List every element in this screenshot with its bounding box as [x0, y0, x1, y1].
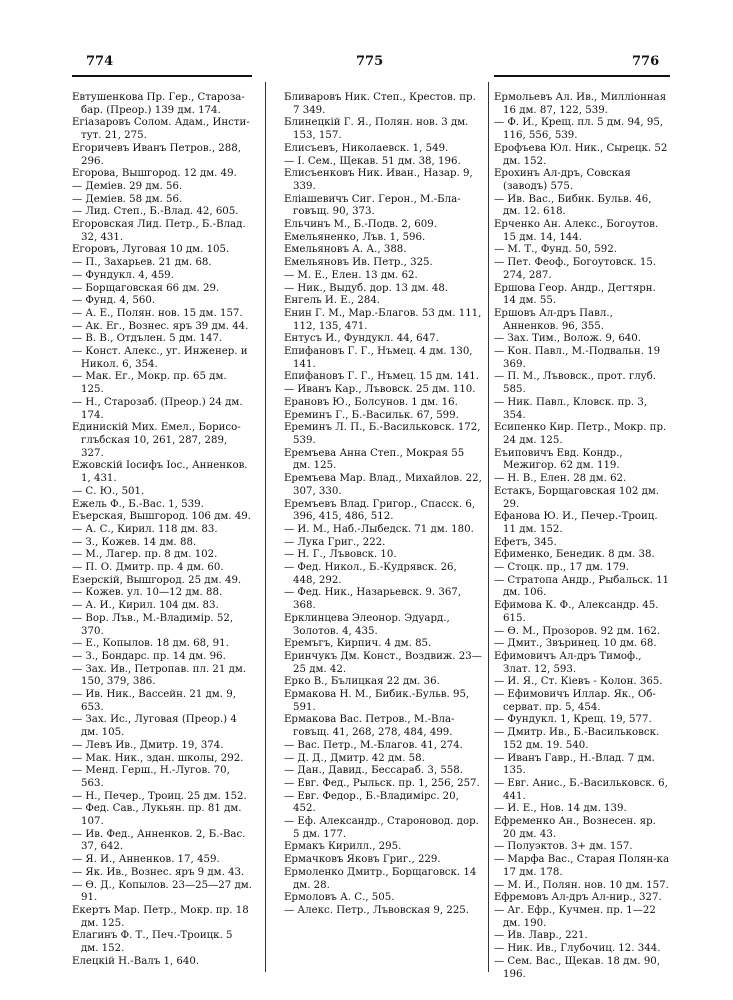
directory-entry: — Лука Григ., 222.: [284, 536, 386, 548]
directory-entry: Егоровъ, Луговая 10 дм. 105.: [72, 244, 230, 256]
directory-entry: — П. О. Дмитр. пр. 4 дм. 60.: [72, 562, 224, 574]
directory-entry: — Мак. Ник., здан. школы, 292.: [72, 752, 244, 764]
directory-entry: Еъерская, Вышгород. 106 дм. 49.: [72, 511, 252, 523]
directory-entry: — Марфа Вас., Старая Полян-ка 17 дм. 178.: [494, 854, 670, 878]
directory-entry: Ежовскiй Iосифъ Iос., Анненков. 1, 431.: [72, 460, 248, 485]
directory-entry: Ермачковъ Яковъ Григ., 229.: [284, 854, 441, 866]
directory-entry: Ерченко Ан. Алекс., Богоутов. 15 дм. 14, 144.: [494, 219, 659, 243]
directory-entry: — А. С., Кирил. 118 дм. 83.: [72, 523, 218, 535]
directory-entry: — Полуэктов. 3+ дм. 157.: [494, 841, 633, 853]
directory-entry: — Фед. Сав., Лукьян. пр. 81 дм. 107.: [72, 803, 242, 828]
directory-entry: — Ив. Лавр., 221.: [494, 930, 588, 942]
directory-entry: — Ник. Ив., Глубочиц. 12. 344.: [494, 943, 661, 955]
directory-entry: — Евг. Федор., Б.-Владимiрс. 20, 452.: [284, 790, 459, 815]
header-rule-right: [494, 75, 670, 77]
directory-entry: — Стоцк. пр., 17 дм. 179.: [494, 562, 629, 574]
directory-entry: — I. Сем., Щекав. 51 дм. 38, 196.: [284, 155, 461, 167]
directory-entry: Емельяновъ Ив. Петр., 325.: [284, 257, 433, 269]
directory-entry: — Ив. Ник., Вассейн. 21 дм. 9, 653.: [72, 689, 236, 713]
directory-entry: Ереминъ Г., Б.-Васильк. 67, 599.: [284, 409, 459, 421]
directory-entry: Езерскiй, Вышгород. 25 дм. 49.: [72, 574, 242, 586]
directory-entry: Емельяновъ А. А., 388.: [284, 244, 407, 256]
directory-entry: — Демiев. 29 дм. 56.: [72, 180, 183, 192]
directory-entry: — М. И., Полян. нов. 10 дм. 157.: [494, 879, 669, 891]
header-rule-left: [72, 75, 252, 77]
directory-entry: — Левъ Ив., Дмитр. 19, 374.: [72, 739, 224, 751]
directory-entry: — Менд. Герш., Н.-Лугов. 70, 563.: [72, 765, 230, 789]
directory-entry: — Вас. Петр., М.-Благов. 41, 274.: [284, 739, 463, 751]
column-left: [72, 92, 252, 969]
directory-entry: — Иванъ Гавр., Н.-Влад. 7 дм. 135.: [494, 752, 655, 777]
directory-entry: — Кон. Павл., М.-Подвальн. 19 369.: [494, 346, 661, 370]
directory-entry: Ермольевъ Ал. Ив., Миллiонная 16 дм. 87, 122, 539.: [494, 92, 667, 116]
directory-entry: Единискiй Мих. Емел., Борисо-глъбская 10, 261, 287, 289, 327.: [72, 422, 241, 459]
directory-entry: Еремъгъ, Кирпич. 4 дм. 85.: [284, 638, 432, 650]
page-number-right: 776: [632, 54, 660, 69]
directory-entry: Елагинъ Ф. Т., Печ.-Троицк. 5 дм. 152.: [72, 930, 233, 955]
directory-entry: Ефанова Ю. И., Печер.-Троиц. 11 дм. 152.: [494, 511, 658, 535]
directory-entry: — Дмитр. Ив., Б.-Васильковск. 152 дм. 19. 540.: [494, 727, 660, 751]
directory-entry: Ереминъ Л. П., Б.-Васильковск. 172, 539.: [284, 422, 481, 446]
directory-entry: — Ив. Вас., Бибик. Бульв. 46, дм. 12. 618.: [494, 193, 652, 218]
directory-entry: Ельчинъ М., Б.-Подв. 2, 609.: [284, 219, 437, 231]
directory-entry: — Як. Ив., Вознес. яръ 9 дм. 43.: [72, 866, 245, 878]
directory-entry: Елисъевъ, Николаевск. 1, 549.: [284, 142, 449, 154]
directory-entry: Елецкiй Н.-Валъ 1, 640.: [72, 955, 200, 967]
directory-entry: Ершова Геор. Андр., Дегтярн. 14 дм. 55.: [494, 282, 656, 307]
directory-entry: — Борщаговская 66 дм. 29.: [72, 282, 220, 294]
directory-entry: — Мак. Ег., Мокр. пр. 65 дм. 125.: [72, 371, 227, 396]
directory-entry: Ершовъ Ал-дръ Павл., Анненков. 96, 355.: [494, 307, 613, 332]
directory-entry: — Демiев. 58 дм. 56.: [72, 193, 183, 205]
directory-entry: — Н., Печер., Троиц. 25 дм. 152.: [72, 790, 247, 802]
directory-entry: — Пет. Феоф., Богоутовск. 15. 274, 287.: [494, 257, 657, 281]
directory-entry: Емельяненко, Лъв. 1, 596.: [284, 231, 426, 243]
directory-entry: — М. Е., Елен. 13 дм. 62.: [284, 269, 418, 281]
directory-entry: Ерофъева Юл. Ник., Сырецк. 52 дм. 152.: [494, 142, 668, 167]
directory-entry: Егорова, Вышгород. 12 дм. 49.: [72, 168, 237, 180]
directory-entry: — Е., Копылов. 18 дм. 68, 91.: [72, 638, 229, 650]
directory-entry: Ермоловъ А. С., 505.: [284, 892, 395, 904]
directory-entry: — Н., Старозаб. (Преор.) 24 дм. 174.: [72, 396, 243, 421]
directory-entry: — Алекс. Петр., Лъвовская 9, 225.: [284, 905, 470, 916]
directory-entry: — Зах. Тим., Волож. 9, 640.: [494, 333, 642, 345]
directory-entry: — Вор. Лъв., М.-Владимiр. 52, 370.: [72, 612, 234, 637]
directory-entry: — М., Лагер. пр. 8 дм. 102.: [72, 549, 218, 561]
directory-entry: Елисъенковъ Ник. Иван., Назар. 9, 339.: [284, 168, 473, 192]
directory-entry: — И. Я., Ст. Кiевъ - Колон. 365.: [494, 676, 663, 688]
directory-entry: Егiазаровъ Солом. Адам., Инсти-тут. 21, 275.: [72, 117, 250, 142]
directory-entry: Елiашевичъ Сиг. Герон., М.-Бла-говъщ. 90, 373.: [284, 193, 461, 218]
column-divider: [488, 82, 489, 972]
directory-entry: — Дан., Давид., Бессараб. 3, 558.: [284, 765, 464, 777]
directory-entry: — Ѳ. М., Прозоров. 92 дм. 162.: [494, 625, 661, 637]
directory-entry: Ерко В., Бълицкая 22 дм. 36.: [284, 676, 440, 688]
directory-entry: — Дмит., Звъринец. 10 дм. 68.: [494, 638, 657, 650]
directory-entry: — А. Е., Полян. нов. 15 дм. 157.: [72, 307, 243, 319]
directory-entry: — Фед. Ник., Назарьевск. 9. 367, 368.: [284, 587, 462, 612]
directory-entry: — З., Кожев. 14 дм. 88.: [72, 536, 197, 548]
directory-entry: Ермакова Вас. Петров., М.-Вла-говъщ. 41, 268, 278, 484, 499.: [284, 714, 455, 739]
directory-entry: — В. В., Отдълен. 5 дм. 147.: [72, 333, 223, 345]
directory-entry: Екертъ Мар. Петр., Мокр. пр. 18 дм. 125.: [72, 905, 249, 929]
directory-entry: — А. И., Кирил. 104 дм. 83.: [72, 600, 219, 612]
directory-entry: — Аг. Ефр., Кучмен. пр. 1—22 дм. 190.: [494, 905, 656, 929]
directory-entry: Ефимова К. Ф., Александр. 45. 615.: [494, 600, 659, 624]
directory-entry: — Ф. И., Крещ. пл. 5 дм. 94, 95, 116, 556, 539.: [494, 117, 664, 142]
directory-entry: — П. М., Лъвовск., прот. глуб. 585.: [494, 371, 657, 396]
directory-entry: Енгель И. Е., 284.: [284, 295, 381, 307]
page-number-left: 774: [86, 54, 114, 69]
directory-entry: — Н. В., Елен. 28 дм. 62.: [494, 473, 627, 485]
column-middle: [284, 92, 482, 918]
page-number-middle: 775: [356, 54, 384, 69]
directory-entry: Евтушенкова Пр. Гер., Староза-бар. (Преор.) 139 дм. 174.: [72, 92, 245, 116]
directory-entry: Енин Г. М., Мар.-Благов. 53 дм. 111, 112, 135, 471.: [284, 307, 482, 332]
directory-entry: Ермакова Н. М., Бибик.-Бульв. 95, 591.: [284, 689, 470, 713]
directory-entry: — Евг. Фед., Рыльск. пр. 1, 256, 257.: [284, 777, 480, 789]
directory-entry: Егоричевъ Иванъ Петров., 288, 296.: [72, 142, 241, 167]
directory-entry: — Ив. Фед., Анненков. 2, Б.-Вас. 37, 642.: [72, 828, 246, 853]
directory-entry: Егоровская Лид. Петр., Б.-Влад. 32, 431.: [72, 219, 246, 243]
directory-entry: — Ник., Выдуб. дор. 13 дм. 48.: [284, 282, 449, 294]
directory-entry: Ефременко Ан., Вознесен. яр. 20 дм. 43.: [494, 816, 656, 840]
directory-entry: — Сем. Вас., Щекав. 18 дм. 90, 196.: [494, 955, 661, 980]
directory-entry: — Стратопа Андр., Рыбальск. 11 дм. 106.: [494, 574, 670, 599]
directory-entry: Еремъева Анна Степ., Мокрая 55 дм. 125.: [284, 447, 465, 472]
directory-entry: Еремъева Мар. Влад., Михайлов. 22, 307, 330.: [284, 473, 482, 497]
directory-entry: — Зах. Ив., Петропав. пл. 21 дм. 150, 379, 386.: [72, 663, 247, 688]
directory-entry: Ерклинцева Элеонор. Эдуард., Золотов. 4, 435.: [284, 612, 450, 637]
directory-entry: — Иванъ Кар., Лъвовск. 25 дм. 110.: [284, 384, 476, 396]
directory-entry: Естакъ, Борщаговская 102 дм. 29.: [494, 485, 659, 510]
directory-entry: — Конст. Алекс., уг. Инженер. и Никол. 6, 354.: [72, 346, 248, 370]
directory-entry: — Фед. Никол., Б.-Кудрявск. 26, 448, 292.: [284, 562, 457, 586]
directory-entry: Есипенко Кир. Петр., Мокр. пр. 24 дм. 125.: [494, 422, 667, 446]
directory-entry: — Фундукл. 1, Крещ. 19, 577.: [494, 714, 652, 726]
directory-entry: Ермакъ Кирилл., 295.: [284, 841, 402, 853]
directory-entry: Ефремовъ Ал-дръ Ал-нир., 327.: [494, 892, 662, 904]
directory-entry: Еъиповичъ Евд. Кондр., Межигор. 62 дм. 119.: [494, 447, 623, 472]
directory-entry: — Фундукл. 4, 459.: [72, 269, 174, 281]
directory-entry: — Ефимовичъ Иллар. Як., Об-серват. пр. 5, 454.: [494, 689, 656, 713]
directory-entry: — Ник. Павл., Кловск. пр. 3, 354.: [494, 396, 648, 421]
directory-entry: — Д. Д., Дмитр. 42 дм. 58.: [284, 752, 425, 764]
directory-entry: — Еф. Александр., Староновод. дор. 5 дм. 177.: [284, 816, 479, 840]
directory-entry: — Фунд. 4, 560.: [72, 295, 156, 307]
directory-entry: — Ак. Ег., Вознес. яръ 39 дм. 44.: [72, 320, 249, 332]
directory-entry: — С. Ю., 501.: [72, 485, 145, 497]
directory-entry: Еремъевъ Влад. Григор., Спасск. 6, 396, 415, 486, 512.: [284, 498, 476, 523]
directory-entry: — Ѳ. Д., Копылов. 23—25—27 дм. 91.: [72, 879, 252, 904]
directory-entry: — Евг. Анис., Б.-Васильковск. 6, 441.: [494, 777, 668, 802]
directory-entry: — М. Т., Фунд. 50, 592.: [494, 244, 617, 256]
directory-entry: Бливаровъ Ник. Степ., Крестов. пр. 7 349.: [284, 92, 476, 116]
directory-entry: Блинецкiй Г. Я., Полян. нов. 3 дм. 153, 157.: [284, 117, 469, 142]
directory-entry: Епифановъ Г. Г., Нъмец. 4 дм. 130, 141.: [284, 346, 473, 370]
directory-entry: — И. Е., Нов. 14 дм. 139.: [494, 803, 627, 815]
directory-entry: — Я. И., Анненков. 17, 459.: [72, 854, 220, 866]
directory-entry: Ерановъ Ю., Болсунов. 1 дм. 16.: [284, 396, 458, 408]
directory-entry: Ерохинъ Ал-дръ, Совская (заводъ) 575.: [494, 168, 631, 192]
directory-entry: — Зах. Ис., Луговая (Преор.) 4 дм. 105.: [72, 714, 237, 739]
directory-entry: — Н. Г., Лъвовск. 10.: [284, 549, 397, 561]
directory-entry: Епифановъ Г. Г., Нъмец. 15 дм. 141.: [284, 371, 480, 383]
directory-entry: Ефетъ, 345.: [494, 536, 557, 548]
directory-entry: — Кожев. ул. 10—12 дм. 88.: [72, 587, 223, 599]
directory-entry: — Лид. Степ., Б.-Влад. 42, 605.: [72, 206, 239, 218]
directory-entry: Еринчукъ Дм. Конст., Воздвиж. 23—25 дм. 42.: [284, 650, 482, 675]
directory-entry: Ефимовичъ Ал-дръ Тимоф., Злат. 12, 593.: [494, 650, 642, 675]
column-right: [494, 92, 670, 981]
directory-entry: Ежель Ф., Б.-Вас. 1, 539.: [72, 498, 204, 510]
directory-entry: — И. М., Наб.-Лыбедск. 71 дм. 180.: [284, 523, 474, 535]
directory-entry: Ефименко, Бенедик. 8 дм. 38.: [494, 549, 655, 561]
column-divider: [265, 82, 266, 972]
directory-entry: — З., Бондарс. пр. 14 дм. 96.: [72, 650, 226, 662]
directory-entry: — П., Захарьев. 21 дм. 68.: [72, 257, 212, 269]
directory-entry: Ентусъ И., Фундукл. 44, 647.: [284, 333, 439, 345]
directory-entry: Ермоленко Дмитр., Борщаговск. 14 дм. 28.: [284, 866, 477, 891]
